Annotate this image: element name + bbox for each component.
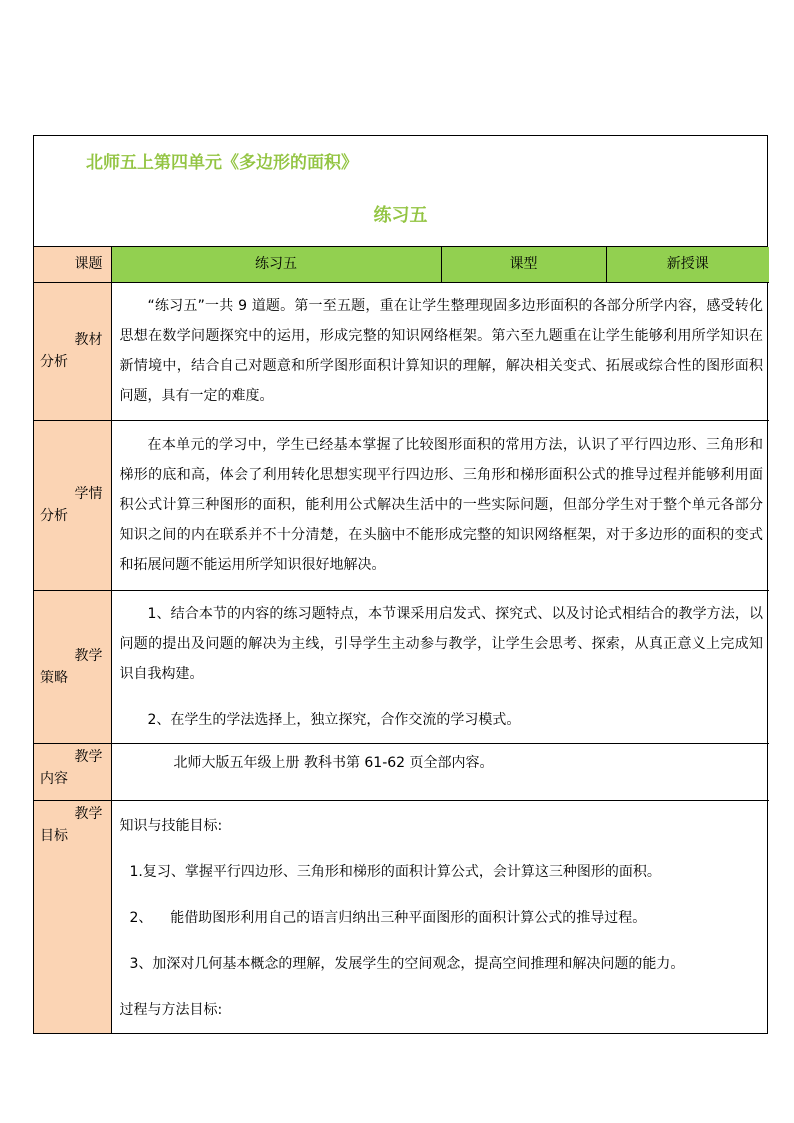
teaching-strategy-label: 教学 策略	[34, 590, 111, 743]
strategy-paragraph-2: 2、在学生的学法选择上，独立探究，合作交流的学习模式。	[147, 711, 521, 728]
teaching-goals-label: 教学 目标	[34, 800, 111, 1033]
material-analysis-row	[34, 282, 769, 420]
title-block	[34, 136, 767, 247]
student-analysis-text: 在本单元的学习中，学生已经基本掌握了比较图形面积的常用方法，认识了平行四边形、三角形和梯形的底和高，体会了利用转化思想实现平行四边形、三角形和梯形面积公式的推导过程并能够利用面积公式计算三种图形的面积，能利用公式解决生活中的一些实际问题，但部分学生对于整个单元各部分知识之间的内在联系并不十分清楚，在头脑中不能形成完整的知识网络框架，对于多边形的面积的变式和拓展问题不能运用所学知识很好地解决。	[119, 437, 763, 573]
student-analysis-label: 学情 分析	[34, 420, 111, 590]
document-title: 北师五上第四单元《多边形的面积》	[86, 153, 358, 173]
teaching-content-label: 教学 内容	[34, 743, 111, 800]
goal-item-2: 2、 能借助图形利用自己的语言归纳出三种平面图形的面积计算公式的推导过程。	[129, 909, 647, 926]
lesson-table	[34, 247, 769, 1033]
goal-item-1: 1.复习、掌握平行四边形、三角形和梯形的面积计算公式，会计算这三种图形的面积。	[129, 863, 661, 880]
type-label: 课型	[441, 247, 606, 282]
teaching-strategy-content	[111, 590, 769, 743]
goal-item-3: 3、加深对几何基本概念的理解，发展学生的空间观念，提高空间推理和解决问题的能力。	[129, 955, 685, 972]
teaching-content-text: 北师大版五年级上册 教科书第 61-62 页全部内容。	[173, 754, 494, 771]
teaching-goals-row	[34, 800, 769, 1033]
material-analysis-label: 教材 分析	[34, 282, 111, 420]
student-analysis-row	[34, 420, 769, 590]
teaching-goals-content	[111, 800, 769, 1033]
material-analysis-content	[111, 282, 769, 420]
lesson-plan-sheet	[33, 135, 768, 1034]
teaching-content-row	[34, 743, 769, 800]
student-analysis-content	[111, 420, 769, 590]
strategy-paragraph-1: 1、结合本节的内容的练习题特点，本节课采用启发式、探究式、以及讨论式相结合的教学方法，以问题的提出及问题的解决为主线，引导学生主动参与教学，让学生会思考、探索，从真正意义上完成知识自我构建。	[119, 605, 763, 682]
goals-heading-knowledge: 知识与技能目标:	[119, 817, 223, 834]
goals-heading-process: 过程与方法目标:	[119, 1001, 223, 1018]
topic-label: 课题	[34, 247, 111, 282]
teaching-content-cell	[111, 743, 769, 800]
material-analysis-text: “练习五”一共 9 道题。第一至五题，重在让学生整理现固多边形面积的各部分所学内容，感受转化思想在数学问题探究中的运用，形成完整的知识网络框架。第六至九题重在让学生能够利用所学知识在新情境中，结合自己对题意和所学图形面积计算知识的理解，解决相关变式、拓展或综合性的图形面积问题，具有一定的难度。	[119, 298, 763, 404]
document-subtitle: 练习五	[373, 205, 428, 226]
teaching-strategy-row	[34, 590, 769, 743]
type-value: 新授课	[606, 247, 769, 282]
topic-value: 练习五	[111, 247, 441, 282]
header-row	[34, 247, 769, 282]
